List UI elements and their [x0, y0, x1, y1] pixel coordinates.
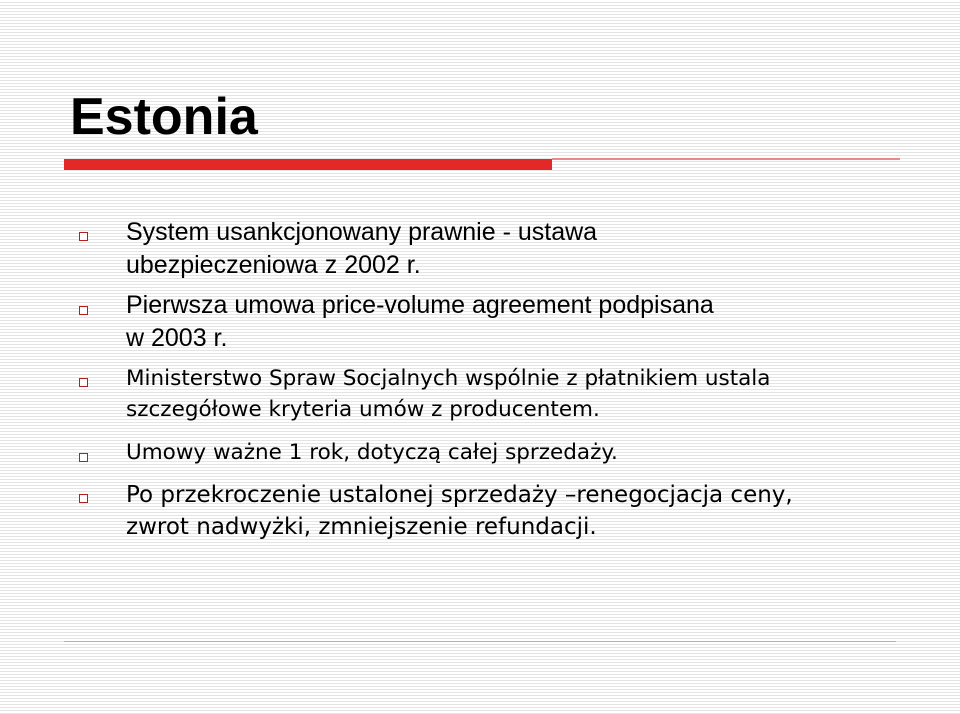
hollow-square-bullet-icon [79, 453, 88, 462]
bullet-text-line: zwrot nadwyżki, zmniejszenie refundacji. [126, 514, 597, 540]
bullet-text-line: w 2003 r. [126, 324, 228, 352]
bullet-text-line: Pierwsza umowa price-volume agreement podpisana [126, 291, 714, 319]
bullet-text-line: ubezpieczeniowa z 2002 r. [126, 251, 421, 279]
bullet-text-line: szczegółowe kryteria umów z producentem. [126, 397, 600, 422]
hollow-square-bullet-icon [79, 494, 88, 503]
bullet-text-line: Po przekroczenie ustalonej sprzedaży –renegocjacja ceny, [126, 482, 793, 508]
hollow-square-bullet-icon [79, 306, 88, 315]
bullet-text-line: Umowy ważne 1 rok, dotyczą całej sprzedaży. [126, 440, 618, 465]
bullet-text-line: Ministerstwo Spraw Socjalnych wspólnie z płatnikiem ustala [126, 366, 771, 391]
slide-title: Estonia [70, 88, 258, 146]
footer-divider [64, 641, 896, 642]
hollow-square-bullet-icon [79, 378, 88, 387]
bullet-text-line: System usankcjonowany prawnie - ustawa [126, 218, 598, 246]
hollow-square-bullet-icon [79, 232, 88, 241]
